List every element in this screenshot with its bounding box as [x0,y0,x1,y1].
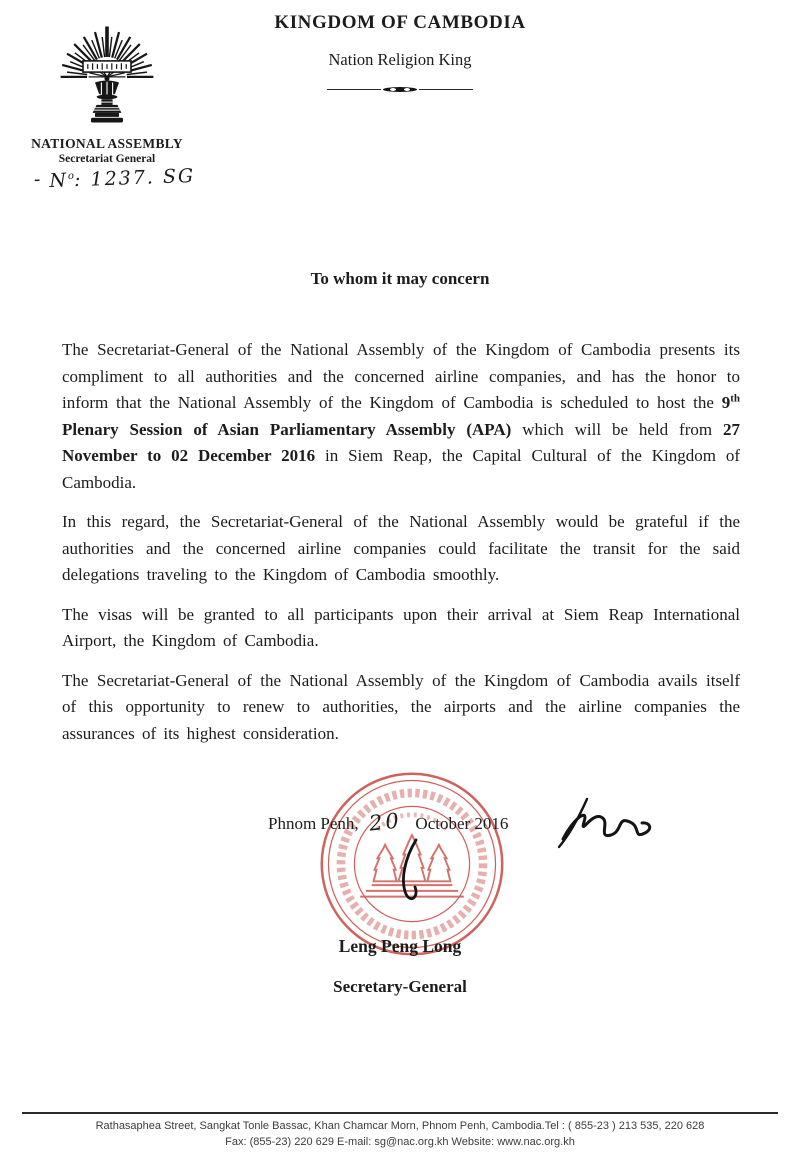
ornamental-divider-icon [0,87,800,92]
letter-body [62,337,740,760]
signer-name: Leng Peng Long [338,936,462,956]
paragraph-3: The visas will be granted to all participants upon their arrival at Siem Reap International Airport, the Kingdom of Cambodia. [62,604,740,650]
p1-text: The Secretariat-General of the National Assembly of the Kingdom of Cambodia presents its compliment to all authorities and the concerned airline companies, and has the honor to inform that the National Assembly of the Kingdom of Cambodia is scheduled to host the [62,340,740,412]
divider-knot [383,87,417,92]
signer-title: Secretary-General [333,977,467,996]
letterhead-center [0,12,800,92]
handwritten-day: 20 [367,808,403,836]
paragraph-4: The Secretariat-General of the National Assembly of the Kingdom of Cambodia avails itself of this opportunity to renew to authorities, the airports and the airline companies the assurances of its highest consideration. [62,670,740,743]
org-subtitle: Secretariat General [58,153,156,165]
p1-text: in Siem Reap, the Capital Cultural of the Kingdom of Cambodia. [62,446,740,492]
salutation: To whom it may concern [310,269,490,288]
ref-letter: N [49,169,69,193]
paragraph-2: In this regard, the Secretariat-General of the National Assembly would be grateful if the authorities and the concerned airline companies could facilitate the transit for the said delegations traveling to the Kingdom of Cambodia smoothly. [62,512,740,584]
place-text: Phnom Penh, [268,814,359,833]
org-name: NATIONAL ASSEMBLY [31,136,183,151]
date-line [268,810,508,834]
signature-icon [553,793,663,855]
divider-line [327,89,381,90]
footer-divider [22,1112,778,1114]
p1-bold-session: 9th Plenary Session of Asian Parliamentary Assembly (APA) [62,392,740,439]
footer-address: Rathasaphea Street, Sangkat Tonle Bassac, Khan Chamcar Morn, Phnom Penh, Cambodia.Tel : ( 855-23 ) 213 535, 220 628 [95,1120,705,1132]
reference-number [30,164,196,193]
ref-dash: - [33,168,43,191]
paragraph-1 [62,337,740,496]
motto: Nation Religion King [328,50,472,69]
ref-degree: o [67,170,75,183]
ref-value: : 1237. SG [73,164,196,192]
footer-contact: Fax: (855-23) 220 629 E-mail: sg@nac.org.kh Website: www.nac.org.kh [225,1136,575,1148]
p1-text: which will be held from [511,419,723,439]
divider-line [419,89,473,90]
page-title: KINGDOM OF CAMBODIA [274,12,526,33]
p1-bold-dates: 27 November to 02 December 2016 [62,419,740,465]
date-text: October 2016 [415,814,509,833]
signature-stroke-icon [392,836,432,908]
